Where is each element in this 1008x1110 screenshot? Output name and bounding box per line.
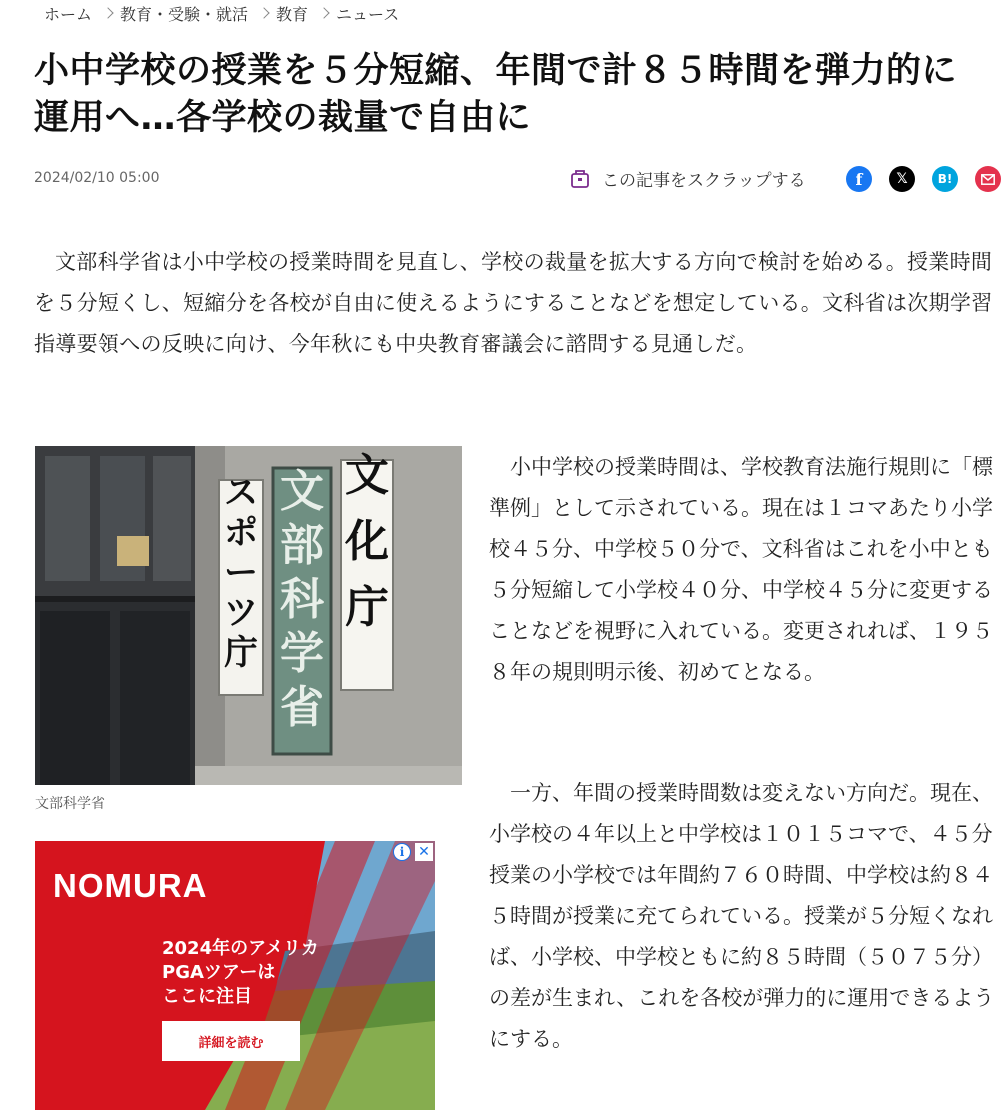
publish-date: 2024/02/10 05:00 bbox=[34, 170, 160, 186]
breadcrumb-home[interactable]: ホーム bbox=[44, 4, 93, 24]
article-meta bbox=[34, 162, 1008, 196]
chevron-right-icon bbox=[318, 7, 329, 18]
facebook-icon: f bbox=[855, 169, 863, 189]
facebook-share-button[interactable] bbox=[846, 166, 872, 192]
nomura-logo: NOMURA bbox=[53, 867, 208, 904]
headline-line-1: 小中学校の授業を５分短縮、年間で計８５時間を弾力的に bbox=[34, 51, 958, 91]
x-icon: 𝕏 bbox=[896, 171, 908, 187]
breadcrumb-education[interactable]: 教育 bbox=[276, 4, 309, 24]
scrapbook-icon bbox=[570, 169, 590, 189]
x-share-button[interactable] bbox=[889, 166, 915, 192]
article-paragraph-2: 小中学校の授業時間は、学校教育法施行規則に「標準例」として示されている。現在は１コマあたり小学校４５分、中学校５０分で、文科省はこれを小中とも５分短縮して小学校４０分、中学校４５分に変更することなどを視野に入れている。変更されれば、１９５８年の規則明示後、初めてとなる。 bbox=[489, 455, 993, 684]
sign-sports-agency: スポーツ庁 bbox=[224, 473, 258, 673]
scrap-label: この記事をスクラップする bbox=[602, 171, 806, 191]
ad-headline-line-2: PGAツアーは bbox=[162, 962, 276, 983]
mail-share-button[interactable] bbox=[975, 166, 1001, 192]
ad-headline bbox=[162, 937, 342, 1009]
article-paragraph-3: 一方、年間の授業時間数は変えない方向だ。現在、小学校の４年以上と中学校は１０１５コマで、４５分授業の小学校では年間約７６０時間、中学校は約８４５時間が授業に充てられている。授業が５分短くなれば、小学校、中学校ともに約８５時間（５０７５分）の差が生まれ、これを各校が弾力的に運用できるようにする。 bbox=[489, 781, 995, 1051]
ad-headline-line-3: ここに注目 bbox=[162, 986, 252, 1007]
scrap-button[interactable] bbox=[570, 166, 806, 191]
ad-read-more-button[interactable]: 詳細を読む bbox=[162, 1021, 300, 1061]
chevron-right-icon bbox=[258, 7, 269, 18]
breadcrumb bbox=[44, 3, 399, 23]
hatena-bookmark-button[interactable] bbox=[932, 166, 958, 192]
headline-line-2: 運用へ…各学校の裁量で自由に bbox=[34, 98, 532, 138]
chevron-right-icon bbox=[102, 7, 113, 18]
mail-icon bbox=[981, 174, 995, 185]
breadcrumb-news[interactable]: ニュース bbox=[336, 4, 400, 24]
sign-cultural-agency: 文化庁 bbox=[345, 450, 389, 633]
sign-mext: 文部科学省 bbox=[280, 466, 324, 733]
advertisement-banner[interactable] bbox=[35, 841, 435, 1110]
ad-info-icon[interactable]: i bbox=[393, 843, 411, 861]
ad-close-icon[interactable]: ✕ bbox=[415, 843, 433, 861]
breadcrumb-education-exam-job[interactable]: 教育・受験・就活 bbox=[120, 4, 249, 24]
article-lead: 文部科学省は小中学校の授業時間を見直し、学校の裁量を拡大する方向で検討を始める。授業時間を５分短くし、短縮分を各校が自由に使えるようにすることなどを想定している。文科省は次期学習指導要領への反映に向け、今年秋にも中央教育審議会に諮問する見通しだ。 bbox=[34, 250, 993, 356]
article-photo[interactable] bbox=[35, 446, 462, 785]
article-headline bbox=[34, 48, 1004, 142]
photo-caption: 文部科学省 bbox=[35, 796, 105, 812]
ad-headline-line-1: 2024年のアメリカ bbox=[162, 938, 319, 959]
ministry-building-photo bbox=[35, 446, 462, 785]
hatena-icon: B! bbox=[937, 172, 953, 186]
